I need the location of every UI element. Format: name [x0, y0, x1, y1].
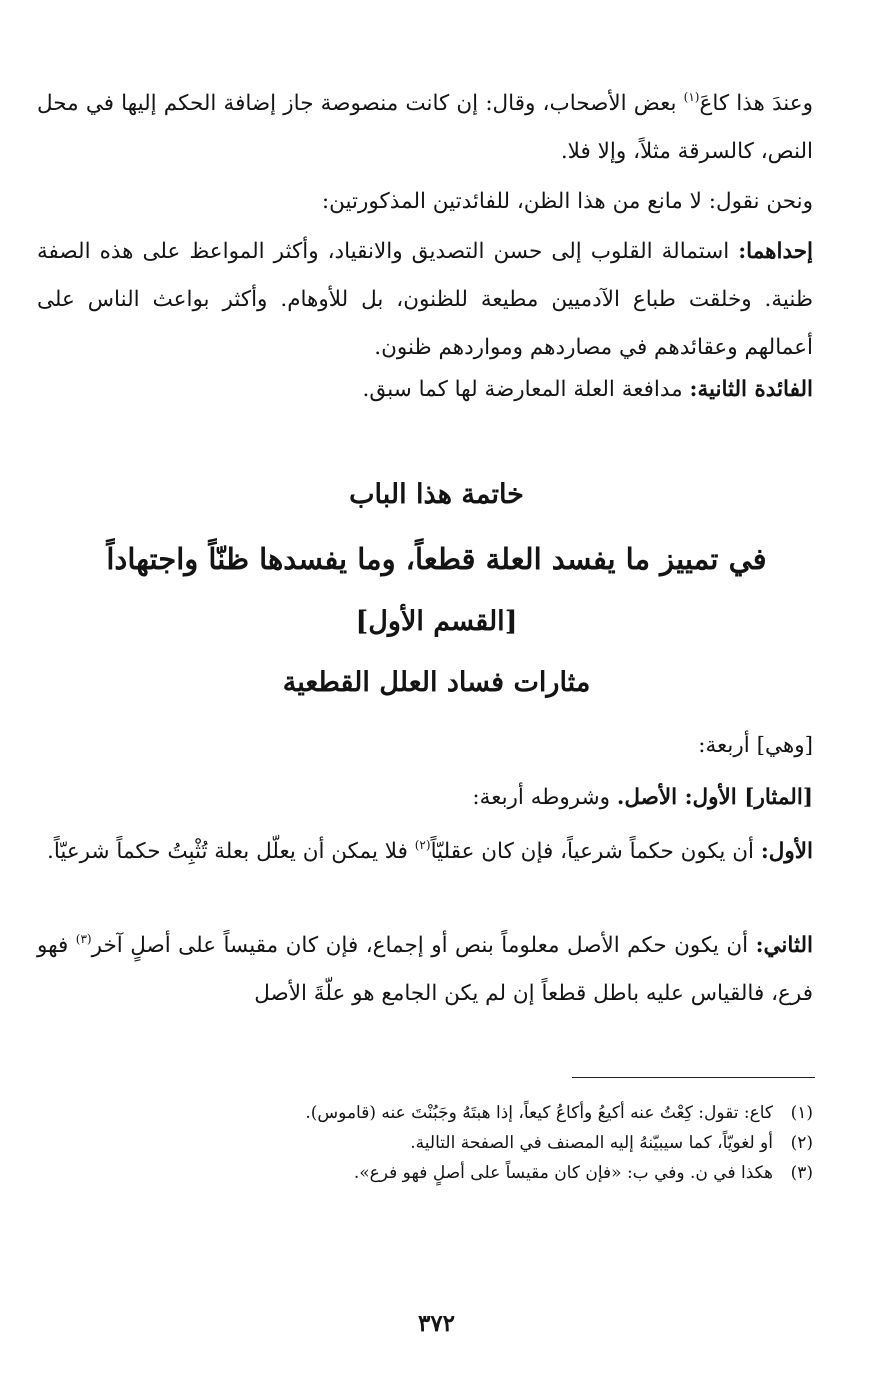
condition-2-text-b: فهو فرع، فالقياس عليه باطل قطعاً إن لم يكن الجامع هو علّةَ الأصل — [37, 933, 813, 1006]
footnotes — [37, 1098, 813, 1188]
paragraph-1-text-a: وعندَ هذا كاعَ — [699, 91, 813, 116]
footnote-ref-2: (٢) — [414, 838, 431, 852]
first-source-lead-b: الأول: الأصل. — [616, 785, 737, 810]
footnote-3-number: (٣) — [790, 1163, 813, 1183]
paragraph-4-lead: الفائدة الثانية: — [689, 377, 813, 402]
paragraph-4-text: مدافعة العلة المعارضة لها كما سبق. — [362, 377, 690, 402]
heading-chapter-conclusion: خاتمة هذا الباب — [349, 479, 524, 510]
paragraph-3-text: استمالة القلوب إلى حسن التصديق والانقياد، وأكثر المواعظ على هذه الصفة ظنية. وخلقت طباع الآدميين مطيعة للظنون، بل للأوهام. وأكثر بواعث الناس على أعمالهم وعقائدهم في مصاردهم ومواردهم ظنون. — [37, 239, 813, 360]
footnote-2-text: أو لغويّاً، كما سيبيّنهُ إليه المصنف في الصفحة التالية. — [410, 1133, 773, 1153]
footnote-3 — [37, 1158, 813, 1188]
footnote-ref-3: (٣) — [75, 932, 92, 946]
paragraph-3-lead: إحداهما: — [738, 239, 813, 264]
condition-1-text-b: فلا يمكن أن يعلّل بعلة تُثْبِتُ حكماً شرعيّاً. — [46, 839, 415, 864]
heading-sources-of-corruption: مثارات فساد العلل القطعية — [282, 667, 591, 698]
footnote-3-text: هكذا في ن. وفي ب: «فإن كان مقيساً على أصلٍ فهو فرع». — [353, 1163, 773, 1183]
condition-2-lead: الثاني: — [755, 933, 813, 958]
condition-2-text-a: أن يكون حكم الأصل معلوماً بنص أو إجماع، فإن كان مقيساً على أصلٍ آخر — [91, 933, 756, 958]
paragraph-4 — [37, 366, 813, 414]
page-number: ٣٧٢ — [417, 1310, 456, 1337]
paragraph-1 — [37, 80, 813, 176]
section-intro-text: [وهي] أربعة: — [698, 733, 813, 758]
paragraph-2 — [37, 178, 813, 226]
paragraph-2-text: ونحن نقول: لا مانع من هذا الظن، للفائدتين المذكورتين: — [321, 189, 813, 214]
footnote-2 — [37, 1128, 813, 1158]
footnote-1-text: كاع: تقول: كِعْتُ عنه أكيعُ وأكاعُ كيعاً، إذا هبتَهُ وجَبُنْتَ عنه (قاموس). — [305, 1103, 773, 1123]
footnote-1 — [37, 1098, 813, 1128]
first-source-text: وشروطه أربعة: — [472, 785, 617, 810]
footnote-ref-1: (١) — [683, 90, 700, 104]
footnote-2-number: (٢) — [790, 1133, 813, 1153]
condition-2-paragraph — [37, 922, 813, 1018]
heading-distinguishing: في تمييز ما يفسد العلة قطعاً، وما يفسدها ظنّاً واجتهاداً — [106, 542, 767, 576]
condition-1-paragraph — [37, 828, 813, 876]
footnote-divider — [572, 1077, 815, 1078]
section-intro — [37, 722, 813, 770]
condition-1-lead: الأول: — [760, 839, 813, 864]
paragraph-3 — [37, 228, 813, 372]
footnote-1-number: (١) — [790, 1103, 813, 1123]
paragraph-1-text-b: بعض الأصحاب، وقال: إن كانت منصوصة جاز إضافة الحكم إليها في محل النص، كالسرقة مثلاً، وإلا فلا. — [37, 91, 813, 164]
first-source-paragraph — [37, 774, 813, 822]
first-source-lead-a: [المثار] — [736, 785, 813, 810]
condition-1-text-a: أن يكون حكماً شرعياً، فإن كان عقليّاً — [430, 839, 761, 864]
heading-first-part: [القسم الأول] — [355, 606, 518, 637]
